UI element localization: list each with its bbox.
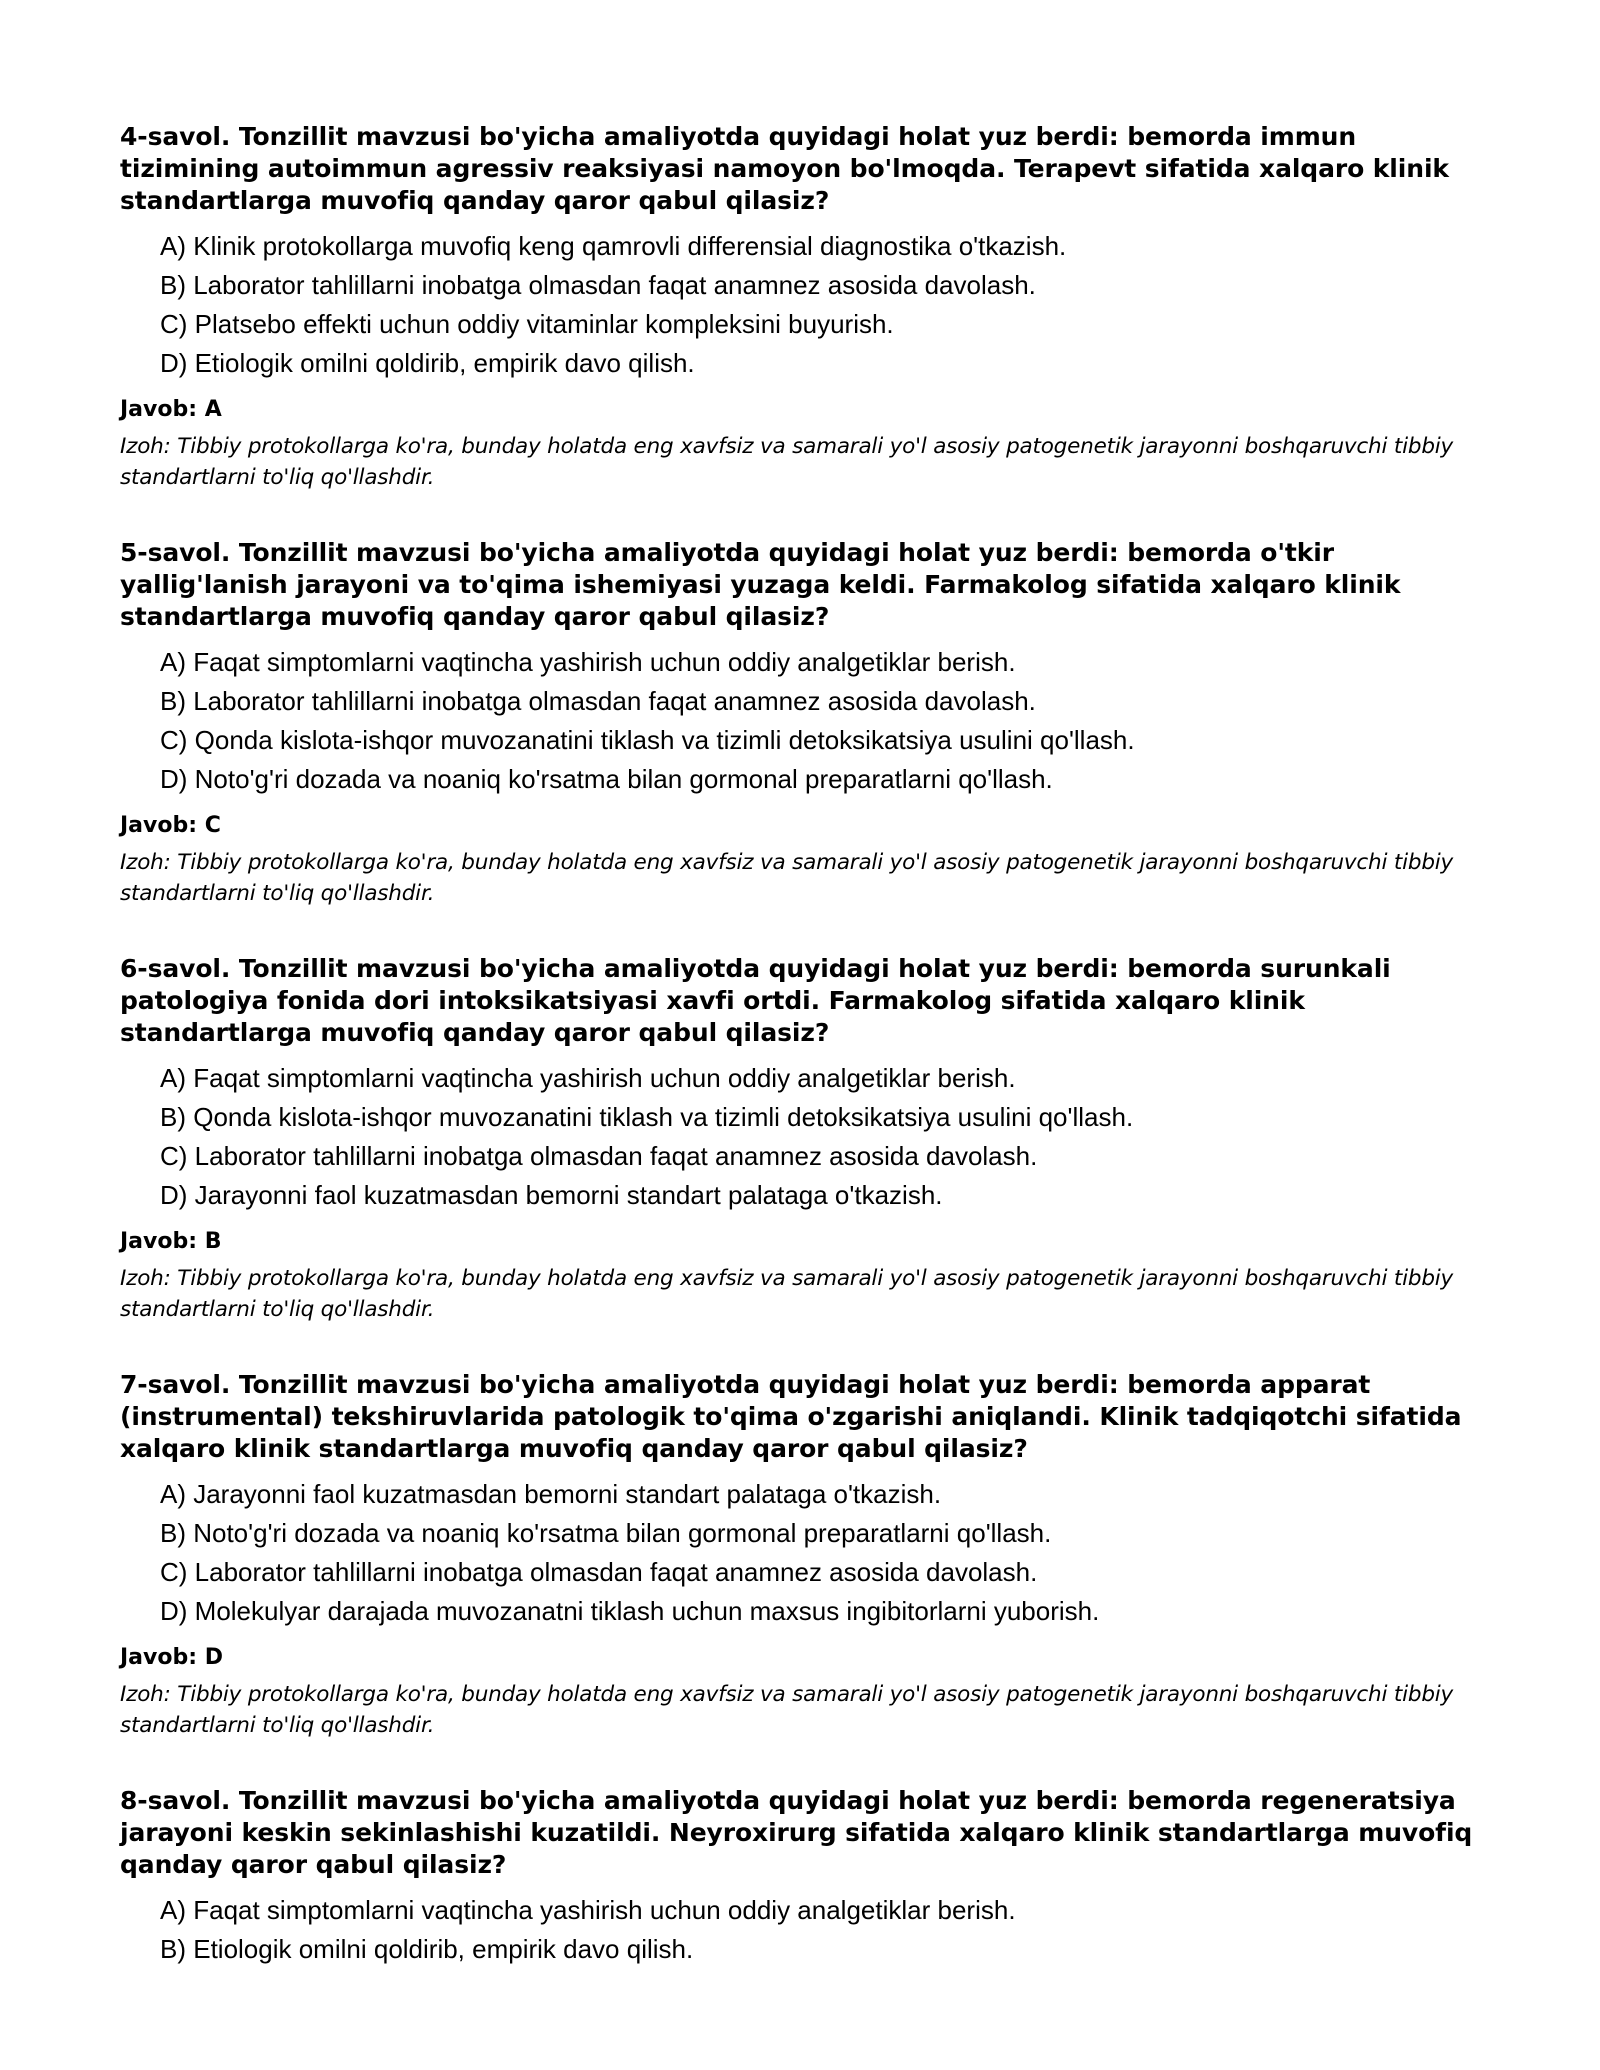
question-text: 8-savol. Tonzillit mavzusi bo'yicha amaliyotda quyidagi holat yuz berdi: bemorda regeneratsiya jarayoni keskin sekinlashishi kuzatildi. Neyroxirurg sifatida xalqaro klinik standartlarga muvofiq qanday qaror qabul qilasiz? [120,1786,1473,1879]
option-d: D) Jarayonni faol kuzatmasdan bemorni standart palataga o'tkazish. [160,1180,943,1210]
option-c: C) Laborator tahlillarni inobatga olmasdan faqat anamnez asosida davolash. [160,1141,1038,1171]
option-c: C) Laborator tahlillarni inobatga olmasdan faqat anamnez asosida davolash. [160,1557,1038,1587]
option-b: B) Noto'g'ri dozada va noaniq ko'rsatma bilan gormonal preparatlarni qo'llash. [160,1518,1052,1548]
option-b: B) Laborator tahlillarni inobatga olmasdan faqat anamnez asosida davolash. [160,686,1036,716]
option-a: A) Faqat simptomlarni vaqtincha yashirish uchun oddiy analgetiklar berish. [160,1895,1016,1925]
explanation-note: Izoh: Tibbiy protokollarga ko'ra, bunday holatda eng xavfsiz va samarali yo'l asosiy patogenetik jarayonni boshqaruvchi tibbiy standartlarni to'liq qo'llashdir. [120,434,1454,490]
question-4 [120,121,1500,493]
question-7 [120,1369,1500,1741]
question-text: 6-savol. Tonzillit mavzusi bo'yicha amaliyotda quyidagi holat yuz berdi: bemorda surunkali patologiya fonida dori intoksikatsiyasi xavfi ortdi. Farmakolog sifatida xalqaro klinik standartlarga muvofiq qanday qaror qabul qilasiz? [120,954,1391,1047]
option-list [120,1891,1500,1969]
question-text: 4-savol. Tonzillit mavzusi bo'yicha amaliyotda quyidagi holat yuz berdi: bemorda immun tizimining autoimmun agressiv reaksiyasi namoyon bo'lmoqda. Terapevt sifatida xalqaro klinik standartlarga muvofiq qanday qaror qabul qilasiz? [120,122,1449,215]
option-a: A) Jarayonni faol kuzatmasdan bemorni standart palataga o'tkazish. [160,1479,942,1509]
explanation-note: Izoh: Tibbiy protokollarga ko'ra, bunday holatda eng xavfsiz va samarali yo'l asosiy patogenetik jarayonni boshqaruvchi tibbiy standartlarni to'liq qo'llashdir. [120,1682,1454,1738]
explanation-note: Izoh: Tibbiy protokollarga ko'ra, bunday holatda eng xavfsiz va samarali yo'l asosiy patogenetik jarayonni boshqaruvchi tibbiy standartlarni to'liq qo'llashdir. [120,1266,1454,1322]
answer-label: Javob: A [120,397,222,422]
question-6 [120,953,1500,1325]
option-c: C) Platsebo effekti uchun oddiy vitaminlar kompleksini buyurish. [160,309,894,339]
option-b: B) Qonda kislota-ishqor muvozanatini tiklash va tizimli detoksikatsiya usulini qo'llash. [160,1102,1134,1132]
question-text: 7-savol. Tonzillit mavzusi bo'yicha amaliyotda quyidagi holat yuz berdi: bemorda apparat (instrumental) tekshiruvlarida patologik to'qima o'zgarishi aniqlandi. Klinik tadqiqotchi sifatida xalqaro klinik standartlarga muvofiq qanday qaror qabul qilasiz? [120,1370,1462,1463]
option-b: B) Laborator tahlillarni inobatga olmasdan faqat anamnez asosida davolash. [160,270,1036,300]
option-list [120,227,1500,383]
question-text: 5-savol. Tonzillit mavzusi bo'yicha amaliyotda quyidagi holat yuz berdi: bemorda o'tkir yallig'lanish jarayoni va to'qima ishemiyasi yuzaga keldi. Farmakolog sifatida xalqaro klinik standartlarga muvofiq qanday qaror qabul qilasiz? [120,538,1401,631]
option-a: A) Faqat simptomlarni vaqtincha yashirish uchun oddiy analgetiklar berish. [160,1063,1016,1093]
option-a: A) Faqat simptomlarni vaqtincha yashirish uchun oddiy analgetiklar berish. [160,647,1016,677]
question-5 [120,537,1500,909]
option-d: D) Noto'g'ri dozada va noaniq ko'rsatma bilan gormonal preparatlarni qo'llash. [160,764,1053,794]
option-d: D) Molekulyar darajada muvozanatni tiklash uchun maxsus ingibitorlarni yuborish. [160,1596,1100,1626]
answer-label: Javob: C [120,813,221,838]
answer-label: Javob: B [120,1229,222,1254]
option-c: C) Qonda kislota-ishqor muvozanatini tiklash va tizimli detoksikatsiya usulini qo'llash. [160,725,1135,755]
option-list [120,1475,1500,1631]
option-a: A) Klinik protokollarga muvofiq keng qamrovli differensial diagnostika o'tkazish. [160,231,1067,261]
answer-label: Javob: D [120,1645,223,1670]
option-list [120,1059,1500,1215]
question-8 [120,1785,1500,1969]
option-list [120,643,1500,799]
option-d: D) Etiologik omilni qoldirib, empirik davo qilish. [160,348,695,378]
explanation-note: Izoh: Tibbiy protokollarga ko'ra, bunday holatda eng xavfsiz va samarali yo'l asosiy patogenetik jarayonni boshqaruvchi tibbiy standartlarni to'liq qo'llashdir. [120,850,1454,906]
option-b: B) Etiologik omilni qoldirib, empirik davo qilish. [160,1934,694,1964]
